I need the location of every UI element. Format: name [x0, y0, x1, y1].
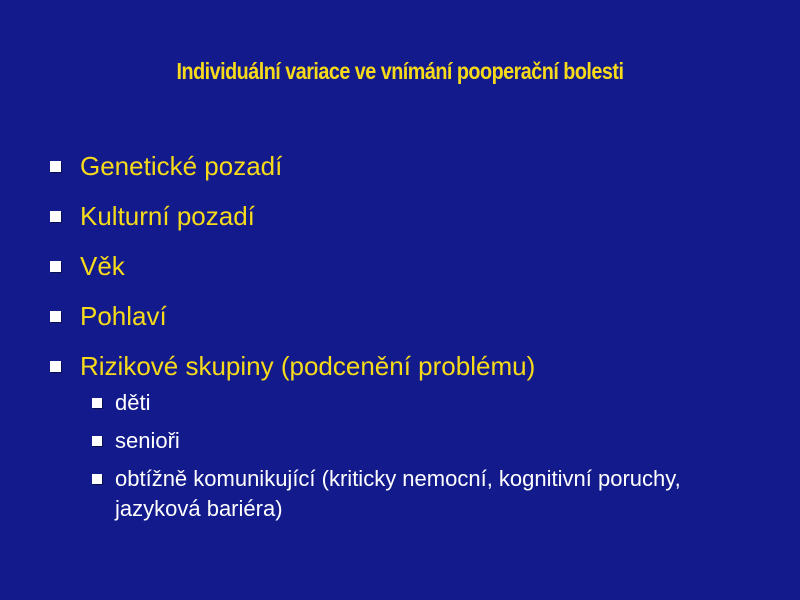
subbullet-text: senioři [115, 428, 180, 453]
slide-title: Individuální variace ve vnímání pooperační bolesti [176, 58, 624, 84]
bullet-item-age [50, 250, 780, 300]
square-bullet-icon [50, 161, 61, 172]
square-bullet-icon [92, 436, 102, 446]
bullet-item-sex [50, 300, 780, 350]
main-bullet-list [50, 150, 780, 386]
subbullet-item-children [92, 388, 772, 418]
bullet-text: Kulturní pozadí [80, 201, 255, 231]
square-bullet-icon [50, 311, 61, 322]
bullet-item-cultural-background [50, 200, 780, 250]
square-bullet-icon [92, 474, 102, 484]
bullet-item-genetic-background [50, 150, 780, 200]
square-bullet-icon [50, 361, 61, 372]
square-bullet-icon [92, 398, 102, 408]
subbullet-item-communication-barriers [92, 464, 772, 524]
bullet-text: Pohlaví [80, 301, 167, 331]
subbullet-text: děti [115, 390, 151, 415]
risk-group-subbullet-list [92, 388, 772, 532]
bullet-text: Genetické pozadí [80, 151, 283, 181]
bullet-item-risk-groups [50, 350, 780, 386]
square-bullet-icon [50, 211, 61, 222]
bullet-text: Věk [80, 251, 125, 281]
square-bullet-icon [50, 261, 61, 272]
subbullet-item-seniors [92, 426, 772, 456]
bullet-text: Rizikové skupiny (podcenění problému) [80, 351, 536, 381]
subbullet-text: obtížně komunikující (kriticky nemocní, kognitivní poruchy, jazyková bariéra) [115, 466, 681, 521]
